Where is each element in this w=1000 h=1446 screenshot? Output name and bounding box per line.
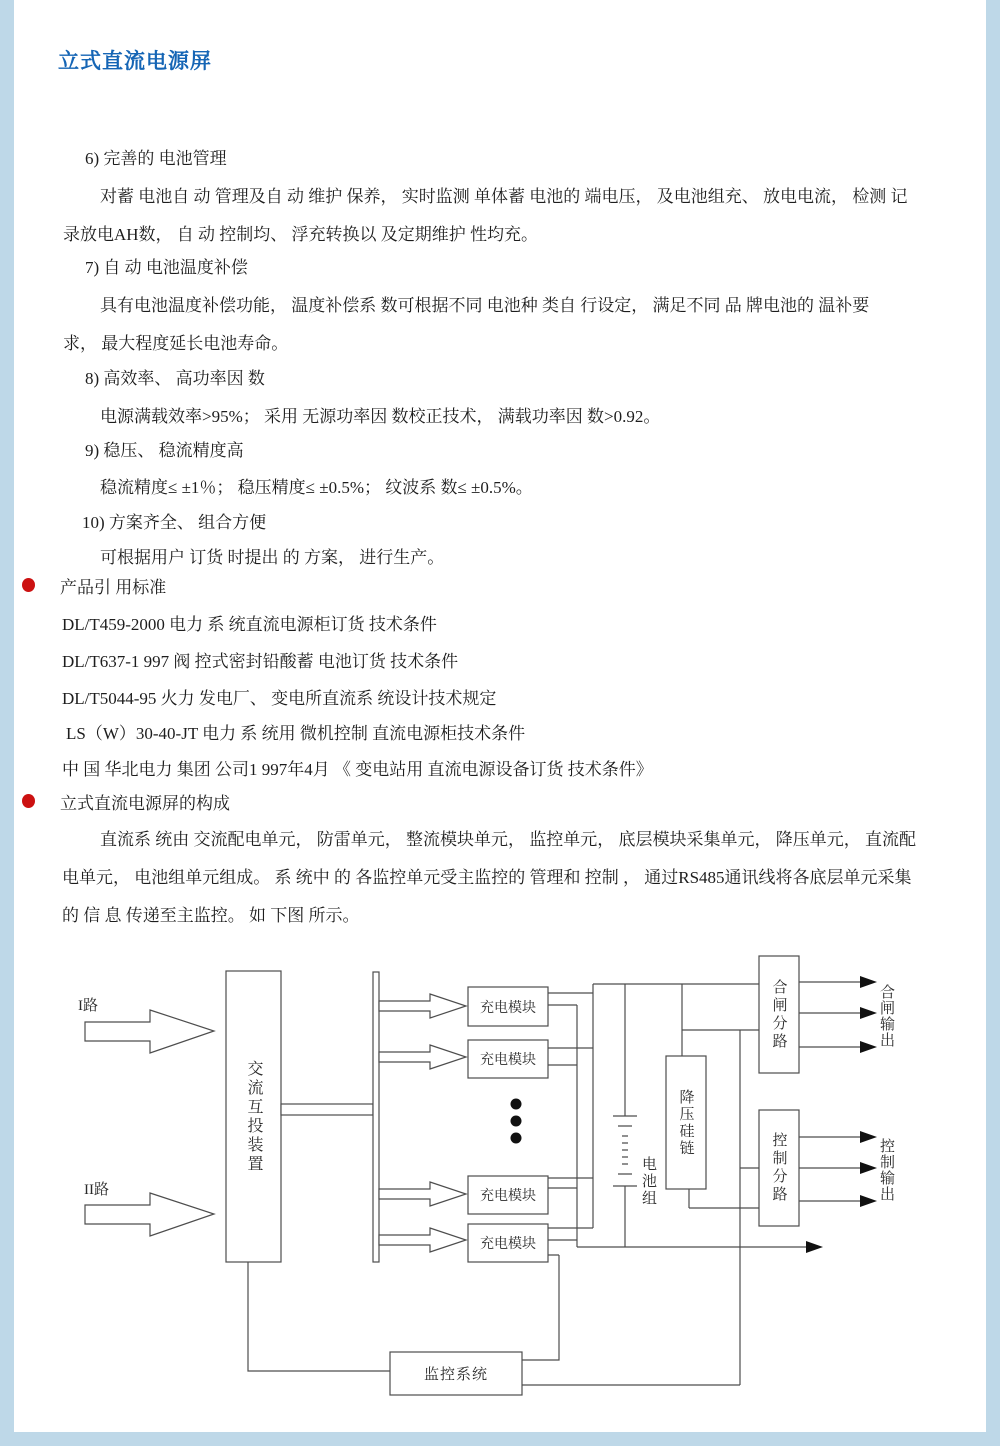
ellipsis-dot-icon <box>511 1099 522 1110</box>
ac-bus-bar <box>373 972 379 1262</box>
output-arrow-lines <box>799 982 860 1201</box>
feature-7-line2: 求， 最大程度延长电池寿命。 <box>63 334 289 353</box>
charge-module-label-2: 充电模块 <box>480 1053 536 1068</box>
charge-module-label-1: 充电模块 <box>480 1000 536 1016</box>
silicon-chain-label: 降压硅链 <box>677 1088 694 1157</box>
feature-8-heading: 8) 高效率、 高功率因 数 <box>85 369 265 388</box>
feature-9-heading: 9) 稳压、 稳流精度高 <box>85 441 244 460</box>
module-arrow-icon <box>379 994 466 1018</box>
control-output-label: 控制输出 <box>878 1138 894 1202</box>
module-arrow-icon <box>379 1182 466 1206</box>
ellipsis-dot-icon <box>511 1133 522 1144</box>
module-arrow-icon <box>379 1045 466 1069</box>
output-arrowhead-icon <box>860 1195 877 1207</box>
section-bullet-icon <box>22 794 35 808</box>
control-branch-label: 控制分路 <box>770 1132 787 1204</box>
composition-line1: 直流系 统由 交流配电单元， 防雷单元， 整流模块单元， 监控单元， 底层模块采集单元， 降压单元， 直流配 <box>100 830 916 849</box>
charge-module-label-3: 充电模块 <box>480 1189 536 1204</box>
output-arrowhead-icon <box>860 1007 877 1019</box>
standards-heading: 产品引 用标准 <box>60 578 167 597</box>
standards-item-4: LS（W）30-40-JT 电力 系 统用 微机控制 直流电源柜技术条件 <box>66 724 526 743</box>
battery-label: 电池组 <box>640 1156 656 1207</box>
system-block-diagram <box>0 946 1000 1446</box>
collector-lines <box>577 984 593 1247</box>
standards-item-5: 中 国 华北电力 集团 公司1 997年4月 《 变电站用 直流电源设备订货 技术条件》 <box>62 760 653 779</box>
composition-heading: 立式直流电源屏的构成 <box>60 794 230 813</box>
closing-branch-label: 合闸分路 <box>770 978 787 1051</box>
section-bullet-icon <box>22 578 35 592</box>
feature-10-line1: 可根据用户 订货 时提出 的 方案， 进行生产。 <box>100 548 445 567</box>
ellipsis-dot-icon <box>511 1116 522 1127</box>
battery-plates-icon <box>613 1116 637 1186</box>
feature-7-heading: 7) 自 动 电池温度补偿 <box>85 258 248 277</box>
standards-item-1: DL/T459-2000 电力 系 统直流电源柜订货 技术条件 <box>62 615 437 634</box>
feature-10-heading: 10) 方案齐全、 组合方便 <box>82 513 267 532</box>
feature-9-line1: 稳流精度≤ ±1％； 稳压精度≤ ±0.5%； 纹波系 数≤ ±0.5%。 <box>100 478 533 497</box>
ac-bus-connector <box>281 1104 373 1115</box>
input2-arrow-icon <box>85 1193 214 1236</box>
output-arrowhead-icon <box>860 1162 877 1174</box>
feature-6-line2: 录放电AH数， 自 动 控制均、 浮充转换以 及定期维护 性均充。 <box>63 225 539 244</box>
feature-6-heading: 6) 完善的 电池管理 <box>85 149 227 168</box>
output-arrowhead-icon <box>860 976 877 988</box>
ac-switch-label: 交流互投装置 <box>245 1059 262 1174</box>
page-title: 立式直流电源屏 <box>58 49 212 73</box>
closing-output-label: 合闸输出 <box>878 984 894 1048</box>
input1-label: I路 <box>78 998 98 1014</box>
standards-item-2: DL/T637-1 997 阀 控式密封铅酸蓄 电池订货 技术条件 <box>62 652 459 671</box>
output-arrowhead-icon <box>860 1041 877 1053</box>
monitor-label: 监控系统 <box>423 1367 488 1383</box>
standards-item-3: DL/T5044-95 火力 发电厂、 变电所直流系 统设计技术规定 <box>62 689 497 708</box>
negative-bus-arrowhead-icon <box>806 1241 823 1253</box>
composition-line3: 的 信 息 传递至主监控。 如 下图 所示。 <box>62 906 360 925</box>
composition-line2: 电单元， 电池组单元组成。 系 统中 的 各监控单元受主监控的 管理和 控制 ， 通过RS485通讯线将各底层单元采集 <box>62 868 912 887</box>
feature-8-line1: 电源满载效率>95%； 采用 无源功率因 数校正技术， 满载功率因 数>0.92。 <box>100 407 661 426</box>
input2-label: II路 <box>84 1182 109 1198</box>
module-output-lines <box>548 993 593 1255</box>
charge-module-label-4: 充电模块 <box>480 1237 536 1252</box>
module-arrow-icon <box>379 1228 466 1252</box>
feature-7-line1: 具有电池温度补偿功能， 温度补偿系 数可根据不同 电池种 类自 行设定， 满足不同 品 牌电池的 温补要 <box>100 296 870 315</box>
output-arrowhead-icon <box>860 1131 877 1143</box>
input1-arrow-icon <box>85 1010 214 1053</box>
feature-6-line1: 对蓄 电池自 动 管理及自 动 维护 保养， 实时监测 单体蓄 电池的 端电压， 及电池组充、 放电电流， 检测 记 <box>100 187 908 206</box>
